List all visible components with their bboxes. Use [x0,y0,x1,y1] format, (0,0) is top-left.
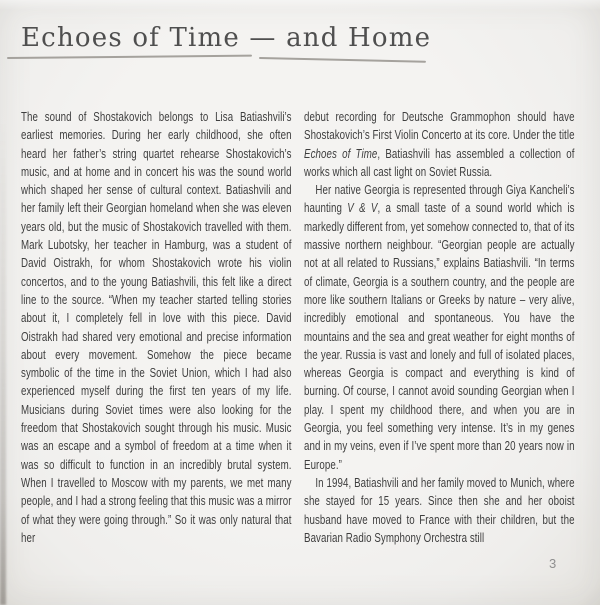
title-underline-right [259,57,426,63]
paragraph [304,181,575,474]
page-title: Echoes of Time — and Home [21,23,432,53]
page-number: 3 [549,556,557,571]
scan-edge-shadow [0,120,6,605]
title-underline-left [7,55,252,59]
work-title-text: V & V [347,200,378,216]
body-text: Her native Georgia is represented through Giya Kancheli’s haunting [304,182,575,216]
body-text: In 1994, Batiashvili and her family moved to Munich, where she stayed for 15 years. Since then she and her oboist husband have moved to France with their children, but the Bavarian Radio Symphony Orchestra still [304,474,575,545]
body-text: The sound of Shostakovich belongs to Lisa Batiashvili’s earliest memories. During her early childhood, she often heard her father’s string quartet rehearse Shostakovich’s music, and at home and in concert his was the sound world which shaped her sense of cultural context. Batiashvili and her family left their Georgian homeland when she was eleven years old, but the music of Shostakovich travelled with them. Mark Lubotsky, her teacher in Hamburg, was a student of David Oistrakh, for whom Shostakovich wrote his violin concertos, and to the young Batiashvili, this felt like a direct line to the source. “When my teacher started telling stories about it, I completely fell in love with this piece. David Oistrakh had shared very emotional and precise information about every movement. Somehow the piece became symbolic of the time in the Soviet Union, which I had also experienced myself during the first ten years of my life. Musicians during Soviet times were also looking for the freedom that Shostakovich sought through his music. Music was an escape and a symbol of freedom at a time when it was so difficult to function in an incredibly brutal system. When I travelled to Moscow with my parents, we met many people, and I had a strong feeling that this music was a mirror of what they were going through.” So it was only natural that her [21,109,292,545]
article-column-left [21,108,292,547]
paragraph [304,474,575,547]
paragraph [21,108,292,547]
body-text: , Batiashvili has assembled a collection of works which all cast light on Soviet Russia. [304,145,575,179]
body-text: debut recording for Deutsche Grammophon should have Shostakovich’s First Violin Concerto at its core. Under the title [304,109,575,143]
scan-top-fade [0,0,600,10]
paragraph [304,108,575,181]
article-column-right [304,108,575,547]
work-title-text: Echoes of Time [304,145,378,161]
body-text: , a small taste of a sound world which is markedly different from, yet somehow connected to, that of its massive northern neighbour. “Georgian people are actually not at all related to Russians,” explains Batiashvili. “In terms of climate, Georgia is a southern country, and the people are more like southern Italians or Greeks by nature – very alive, incredibly emotional and spontaneous. You have the mountains and the sea and great weather for eight months of the year. Russia is vast and lonely and full of isolated places, whereas Georgia is compact and everything is kind of burning. Of course, I cannot avoid sounding Georgian when I play. I spent my childhood there, and when you are in Georgia, you feel something very intense. It’s in my genes and in my veins, even if I’ve spent more than 20 years now in Europe.” [304,200,575,472]
